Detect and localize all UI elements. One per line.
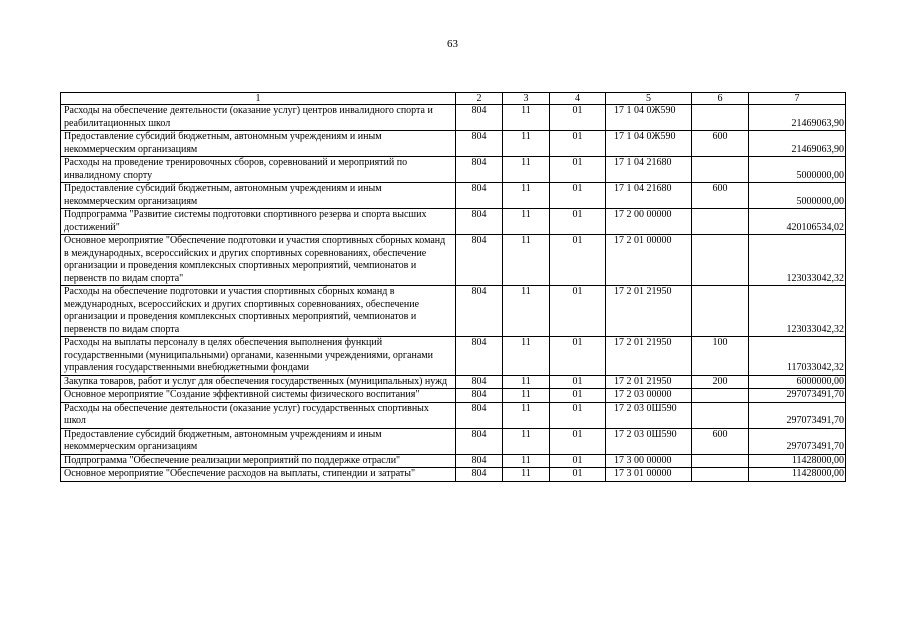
table-header-row [61, 93, 846, 105]
row-expense-type-code [692, 286, 749, 337]
row-description: Предоставление субсидий бюджетным, автономным учреждениям и иным некоммерческим организациям [61, 131, 456, 157]
header-col-3: 3 [503, 93, 550, 105]
row-section-code: 11 [503, 131, 550, 157]
table-row [61, 468, 846, 482]
row-subsection-code: 01 [550, 105, 606, 131]
row-section-code: 11 [503, 454, 550, 468]
header-col-4: 4 [550, 93, 606, 105]
row-expense-type-code: 100 [692, 337, 749, 376]
row-section-code: 11 [503, 389, 550, 403]
row-expense-type-code: 200 [692, 375, 749, 389]
table-body [61, 105, 846, 482]
row-section-code: 11 [503, 105, 550, 131]
row-description: Расходы на проведение тренировочных сборов, соревнований и мероприятий по инвалидному спорту [61, 157, 456, 183]
table-row [61, 454, 846, 468]
row-section-code: 11 [503, 375, 550, 389]
row-target-article-code: 17 2 03 0Ш590 [606, 428, 692, 454]
row-ministry-code: 804 [456, 235, 503, 286]
row-expense-type-code [692, 157, 749, 183]
row-description: Расходы на обеспечение деятельности (оказание услуг) государственных спортивных школ [61, 402, 456, 428]
row-expense-type-code [692, 389, 749, 403]
row-description: Предоставление субсидий бюджетным, автономным учреждениям и иным некоммерческим организациям [61, 183, 456, 209]
row-ministry-code: 804 [456, 131, 503, 157]
row-subsection-code: 01 [550, 286, 606, 337]
row-description: Основное мероприятие "Создание эффективной системы физического воспитания" [61, 389, 456, 403]
row-amount: 297073491,70 [749, 402, 846, 428]
table-row [61, 183, 846, 209]
row-amount: 21469063,90 [749, 131, 846, 157]
row-amount: 123033042,32 [749, 235, 846, 286]
row-subsection-code: 01 [550, 337, 606, 376]
header-col-6: 6 [692, 93, 749, 105]
row-subsection-code: 01 [550, 454, 606, 468]
row-ministry-code: 804 [456, 389, 503, 403]
row-ministry-code: 804 [456, 286, 503, 337]
page-number: 63 [447, 38, 458, 50]
row-subsection-code: 01 [550, 402, 606, 428]
row-subsection-code: 01 [550, 131, 606, 157]
row-target-article-code: 17 2 01 21950 [606, 286, 692, 337]
row-subsection-code: 01 [550, 375, 606, 389]
row-expense-type-code [692, 209, 749, 235]
row-subsection-code: 01 [550, 183, 606, 209]
row-section-code: 11 [503, 183, 550, 209]
row-expense-type-code: 600 [692, 183, 749, 209]
row-expense-type-code [692, 105, 749, 131]
row-description: Основное мероприятие "Обеспечение подготовки и участия спортивных сборных команд в международных, всероссийских и других спортивных соревнованиях, обеспечение организации и проведения комплексных спортивных мероприятий, чемпионатов и первенств по видам спорта" [61, 235, 456, 286]
row-section-code: 11 [503, 209, 550, 235]
row-subsection-code: 01 [550, 235, 606, 286]
row-target-article-code: 17 2 03 00000 [606, 389, 692, 403]
row-amount: 11428000,00 [749, 454, 846, 468]
row-target-article-code: 17 2 01 21950 [606, 375, 692, 389]
budget-table [60, 92, 846, 482]
row-ministry-code: 804 [456, 157, 503, 183]
row-description: Закупка товаров, работ и услуг для обеспечения государственных (муниципальных) нужд [61, 375, 456, 389]
row-section-code: 11 [503, 157, 550, 183]
row-description: Подпрограмма "Обеспечение реализации мероприятий по поддержке отрасли" [61, 454, 456, 468]
table-row [61, 131, 846, 157]
table-row [61, 428, 846, 454]
row-description: Основное мероприятие "Обеспечение расходов на выплаты, стипендии и затраты" [61, 468, 456, 482]
row-section-code: 11 [503, 428, 550, 454]
row-subsection-code: 01 [550, 428, 606, 454]
row-target-article-code: 17 3 01 00000 [606, 468, 692, 482]
table-row [61, 375, 846, 389]
row-subsection-code: 01 [550, 389, 606, 403]
row-subsection-code: 01 [550, 157, 606, 183]
row-amount: 297073491,70 [749, 389, 846, 403]
table-row [61, 157, 846, 183]
row-description: Расходы на обеспечение подготовки и участия спортивных сборных команд в международных, всероссийских и других спортивных соревнованиях, обеспечение организации и проведения комплексных спортивных мероприятий, чемпионатов и первенств по видам спорта [61, 286, 456, 337]
row-expense-type-code [692, 468, 749, 482]
table-row [61, 286, 846, 337]
row-amount: 6000000,00 [749, 375, 846, 389]
table-row [61, 209, 846, 235]
row-amount: 117033042,32 [749, 337, 846, 376]
row-ministry-code: 804 [456, 209, 503, 235]
row-target-article-code: 17 2 03 0Ш590 [606, 402, 692, 428]
row-amount: 21469063,90 [749, 105, 846, 131]
row-ministry-code: 804 [456, 183, 503, 209]
row-ministry-code: 804 [456, 402, 503, 428]
row-target-article-code: 17 1 04 0Ж590 [606, 105, 692, 131]
row-ministry-code: 804 [456, 375, 503, 389]
row-amount: 5000000,00 [749, 183, 846, 209]
row-amount: 297073491,70 [749, 428, 846, 454]
row-subsection-code: 01 [550, 468, 606, 482]
row-ministry-code: 804 [456, 105, 503, 131]
row-target-article-code: 17 3 00 00000 [606, 454, 692, 468]
table-row [61, 389, 846, 403]
row-expense-type-code [692, 402, 749, 428]
row-target-article-code: 17 2 01 00000 [606, 235, 692, 286]
row-section-code: 11 [503, 235, 550, 286]
row-section-code: 11 [503, 402, 550, 428]
table-row [61, 235, 846, 286]
row-description: Расходы на обеспечение деятельности (оказание услуг) центров инвалидного спорта и реабилитационных школ [61, 105, 456, 131]
row-amount: 11428000,00 [749, 468, 846, 482]
row-expense-type-code: 600 [692, 428, 749, 454]
row-target-article-code: 17 1 04 0Ж590 [606, 131, 692, 157]
row-expense-type-code [692, 235, 749, 286]
table-row [61, 402, 846, 428]
row-target-article-code: 17 1 04 21680 [606, 183, 692, 209]
row-section-code: 11 [503, 286, 550, 337]
row-amount: 420106534,02 [749, 209, 846, 235]
row-expense-type-code [692, 454, 749, 468]
row-target-article-code: 17 2 00 00000 [606, 209, 692, 235]
header-col-5: 5 [606, 93, 692, 105]
row-target-article-code: 17 2 01 21950 [606, 337, 692, 376]
table-row [61, 337, 846, 376]
row-description: Расходы на выплаты персоналу в целях обеспечения выполнения функций государственными (муниципальными) органами, казенными учреждениями, органами управления государственными внебюджетными фондами [61, 337, 456, 376]
header-col-7: 7 [749, 93, 846, 105]
row-section-code: 11 [503, 337, 550, 376]
table-row [61, 105, 846, 131]
row-ministry-code: 804 [456, 337, 503, 376]
header-col-1: 1 [61, 93, 456, 105]
header-col-2: 2 [456, 93, 503, 105]
row-subsection-code: 01 [550, 209, 606, 235]
row-target-article-code: 17 1 04 21680 [606, 157, 692, 183]
row-ministry-code: 804 [456, 468, 503, 482]
row-section-code: 11 [503, 468, 550, 482]
row-description: Предоставление субсидий бюджетным, автономным учреждениям и иным некоммерческим организациям [61, 428, 456, 454]
row-amount: 123033042,32 [749, 286, 846, 337]
row-ministry-code: 804 [456, 454, 503, 468]
row-description: Подпрограмма "Развитие системы подготовки спортивного резерва и спорта высших достижений" [61, 209, 456, 235]
row-expense-type-code: 600 [692, 131, 749, 157]
row-amount: 5000000,00 [749, 157, 846, 183]
row-ministry-code: 804 [456, 428, 503, 454]
